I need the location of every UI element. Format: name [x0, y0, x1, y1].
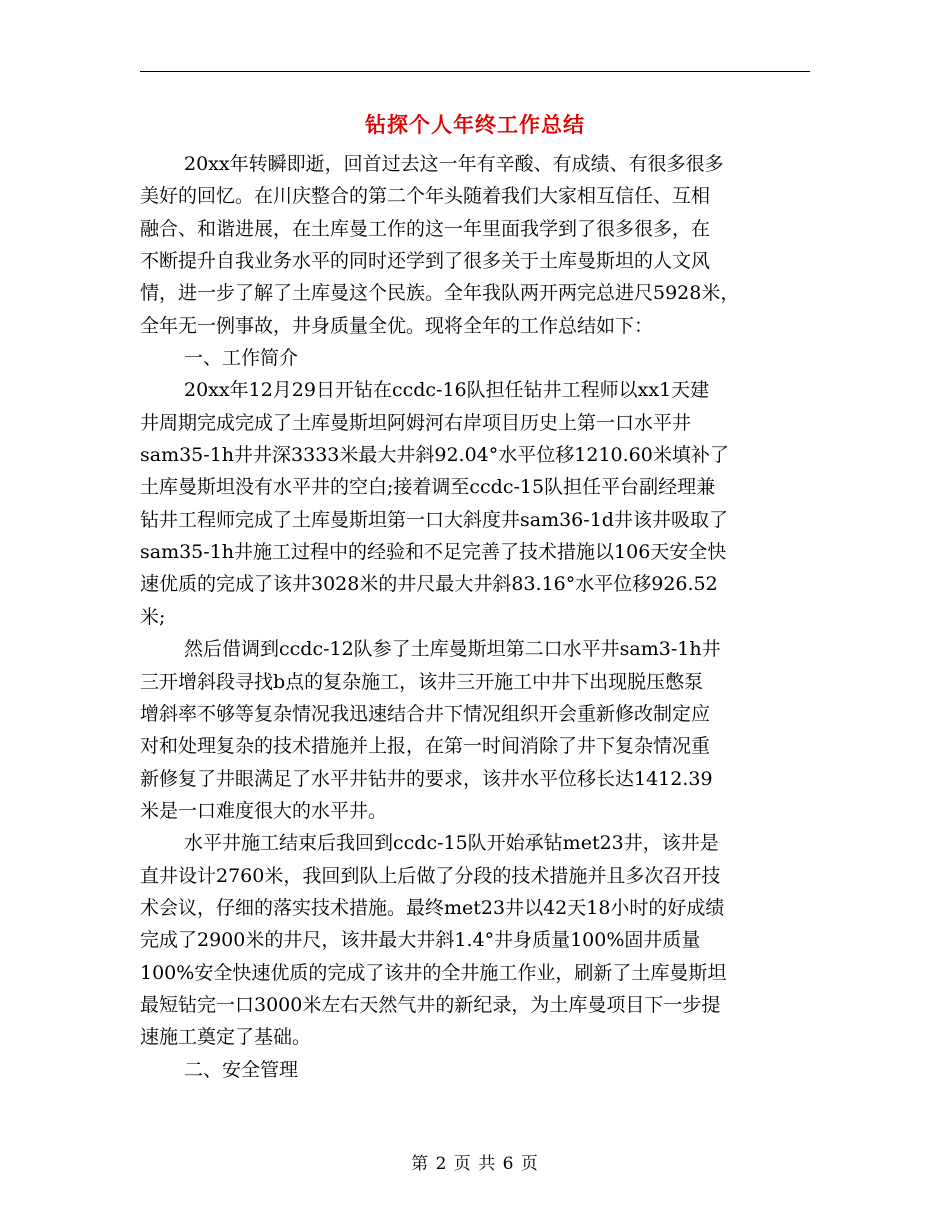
body-line: 三开增斜段寻找b点的复杂施工，该井三开施工中井下出现脱压憋泵 — [140, 670, 704, 693]
body-line: 速优质的完成了该井3028米的井尺最大井斜83.16°水平位移926.52 — [140, 573, 718, 596]
body-line: 一、工作简介 — [184, 347, 299, 370]
body-line: 米是一口难度很大的水平井。 — [140, 799, 388, 822]
body-line: sam35-1h井井深3333米最大井斜92.04°水平位移1210.60米填补了 — [140, 444, 729, 467]
page-number: 第 2 页 共 6 页 — [411, 1154, 539, 1174]
body-line: 土库曼斯坦没有水平井的空白;接着调至ccdc-15队担任平台副经理兼 — [140, 476, 716, 499]
body-line: 情，进一步了解了土库曼这个民族。全年我队两开两完总进尺5928米， — [140, 282, 740, 305]
body-line: 美好的回忆。在川庆整合的第二个年头随着我们大家相互信任、互相 — [140, 185, 711, 208]
body-line: 增斜率不够等复杂情况我迅速结合井下情况组织开会重新修改制定应 — [140, 702, 711, 725]
body-line: 全年无一例事故，井身质量全优。现将全年的工作总结如下： — [140, 314, 654, 337]
body-line: 融合、和谐进展，在土库曼工作的这一年里面我学到了很多很多，在 — [140, 217, 711, 240]
document-body — [140, 148, 804, 1086]
body-line: 完成了2900米的井尺，该井最大井斜1.4°井身质量100%固井质量 — [140, 929, 701, 952]
body-line: 不断提升自我业务水平的同时还学到了很多关于土库曼斯坦的人文风 — [140, 250, 711, 273]
body-line: 20xx年12月29日开钻在ccdc-16队担任钻井工程师以xx1天建 — [184, 379, 710, 402]
body-line: 二、安全管理 — [184, 1058, 299, 1081]
header-rule — [140, 71, 810, 72]
body-line: 水平井施工结束后我回到ccdc-15队开始承钻met23井，该井是 — [184, 832, 719, 855]
body-line: sam35-1h井施工过程中的经验和不足完善了技术措施以106天安全快 — [140, 541, 727, 564]
body-line: 术会议，仔细的落实技术措施。最终met23井以42天18小时的好成绩 — [140, 896, 725, 919]
body-line: 直井设计2760米，我回到队上后做了分段的技术措施并且多次召开技 — [140, 864, 721, 887]
body-line: 最短钻完一口3000米左右天然气井的新纪录，为土库曼项目下一步提 — [140, 993, 721, 1016]
body-line: 然后借调到ccdc-12队参了土库曼斯坦第二口水平井sam3-1h井 — [184, 638, 721, 661]
document-title: 钻探个人年终工作总结 — [365, 112, 585, 137]
body-line: 米; — [140, 605, 166, 628]
body-line: 20xx年转瞬即逝，回首过去这一年有辛酸、有成绩、有很多很多 — [184, 153, 724, 175]
body-line: 速施工奠定了基础。 — [140, 1026, 312, 1049]
body-line: 钻井工程师完成了土库曼斯坦第一口大斜度井sam36-1d井该井吸取了 — [140, 508, 728, 531]
body-line: 对和处理复杂的技术措施并上报，在第一时间消除了井下复杂情况重 — [140, 735, 711, 758]
body-line: 井周期完成完成了土库曼斯坦阿姆河右岸项目历史上第一口水平井 — [140, 411, 692, 434]
body-line: 新修复了井眼满足了水平井钻井的要求，该井水平位移长达1412.39 — [140, 767, 713, 790]
body-line: 100%安全快速优质的完成了该井的全井施工作业，刷新了土库曼斯坦 — [140, 961, 727, 984]
